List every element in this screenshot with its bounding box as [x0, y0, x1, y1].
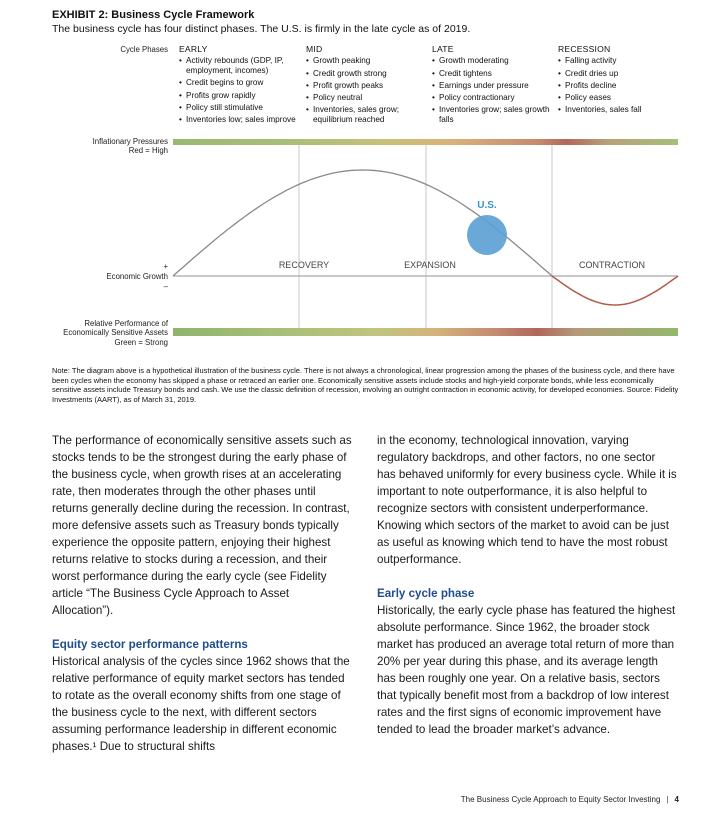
- phase-bullet: • Growth moderating: [432, 56, 554, 66]
- phase-bullet: • Earnings under pressure: [432, 81, 554, 91]
- section-heading: Early cycle phase: [377, 587, 475, 600]
- region-expansion: EXPANSION: [404, 260, 456, 270]
- phase-recession: RECESSION • Falling activity • Credit dries up • Profits decline • Policy eases • Inventories, sales fall: [558, 44, 680, 117]
- phase-late: LATE • Growth moderating • Credit tightens • Earnings under pressure • Policy contractionary • Inventories grow; sales growth falls: [432, 44, 554, 127]
- phase-mid: MID • Growth peaking • Credit growth strong • Profit growth peaks • Policy neutral • Inventories, sales grow; equilibrium reached: [306, 44, 426, 127]
- paragraph: Historical analysis of the cycles since 1962 shows that the relative performance of equity market sectors has tended to rotate as the overall economy shifts from one stage of the business cycle to the next, with different sectors assuming performance leadership in different economic phases.¹ Due to structural shifts: [52, 655, 350, 753]
- inflationary-pressure-bar: [173, 139, 678, 145]
- phase-bullet: • Inventories, sales grow; equilibrium reached: [306, 105, 426, 125]
- phase-early: EARLY • Activity rebounds (GDP, IP, employment, incomes) • Credit begins to grow • Profits grow rapidly • Policy still stimulative • Inventories low; sales improve: [179, 44, 303, 127]
- page-footer: [461, 795, 679, 804]
- phase-bullet: • Policy still stimulative: [179, 103, 303, 113]
- inflation-label: Inflationary Pressures Red = High: [92, 137, 168, 156]
- growth-plus: +: [163, 262, 168, 271]
- diagram-note: Note: The diagram above is a hypothetical illustration of the business cycle. There is not always a chronological, linear progression among the phases of the business cycle, and there have been cycles when the economy has skipped a phase or retraced an earlier one. Economically sensitive assets include stocks and high-yield corporate bonds, while less economically sensitive assets include Treasury bonds and cash. We use the classic definition of recession, involving an outright contraction in economic activity, for developed economies. Source: Fidelity Investments (AART), as of March 31, 2019.: [52, 366, 679, 404]
- relative-performance-bar: [173, 328, 678, 336]
- phase-bullet: • Activity rebounds (GDP, IP, employment, incomes): [179, 56, 303, 76]
- paragraph: Historically, the early cycle phase has featured the highest absolute performance. Since 1962, the broader stock market has produced an average total return of more than 20% per year during this phase, and its average length has been roughly one year. On a relative basis, sectors that typically benefit most from a backdrop of low interest rates and the first signs of economic improvement have tended to lead the broader market’s advance.: [377, 604, 676, 736]
- section-heading: Equity sector performance patterns: [52, 638, 248, 651]
- left-column: [52, 432, 352, 772]
- right-column: [377, 432, 677, 755]
- phase-bullet: • Policy eases: [558, 93, 680, 103]
- paragraph: in the economy, technological innovation, varying regulatory backdrops, and other factors, no one sector has behaved uniformly for every business cycle. While it is important to note outperformance, it is also helpful to recognize sectors with consistent underperformance. Knowing which sectors of the market to avoid can be just as useful as knowing which tend to have the most robust outperformance.: [377, 434, 677, 566]
- growth-minus: –: [163, 282, 168, 291]
- exhibit-title: EXHIBIT 2: Business Cycle Framework: [52, 9, 255, 21]
- phase-bullet: • Credit growth strong: [306, 69, 426, 79]
- phase-bullet: • Policy contractionary: [432, 93, 554, 103]
- page-number: 4: [674, 795, 679, 804]
- cycle-phases-label: Cycle Phases: [120, 45, 168, 54]
- phase-bullet: • Policy neutral: [306, 93, 426, 103]
- business-cycle-diagram: [0, 0, 719, 360]
- us-position-marker: [467, 215, 507, 255]
- exhibit-subtitle: The business cycle has four distinct phases. The U.S. is firmly in the late cycle as of 2019.: [52, 23, 471, 35]
- region-recovery: RECOVERY: [278, 260, 330, 270]
- phase-bullet: • Profits decline: [558, 81, 680, 91]
- phase-bullet: • Growth peaking: [306, 56, 426, 66]
- growth-curve-negative: [552, 276, 678, 305]
- us-marker-label: U.S.: [477, 200, 497, 211]
- region-contraction: CONTRACTION: [579, 260, 645, 270]
- footer-separator: |: [666, 795, 669, 804]
- relative-performance-label: Relative Performance of Economically Sensitive Assets Green = Strong: [63, 319, 168, 347]
- phase-bullet: • Credit dries up: [558, 69, 680, 79]
- paragraph: The performance of economically sensitive assets such as stocks tends to be the strongest during the early phase of the business cycle, when growth rises at an accelerating rate, then moderates through the other phases until returns generally decline during the recession. In contrast, more defensive assets such as Treasury bonds typically experience the opposite pattern, enjoying their highest returns relative to stocks during a recession, and their worst performance during the early cycle (see Fidelity article “The Business Cycle Approach to Asset Allocation”).: [52, 434, 352, 617]
- economic-growth-label: Economic Growth: [106, 272, 168, 281]
- phase-bullet: • Credit begins to grow: [179, 78, 303, 88]
- footer-title: The Business Cycle Approach to Equity Sector Investing: [460, 795, 661, 804]
- phase-bullet: • Falling activity: [558, 56, 680, 66]
- phase-bullet: • Inventories low; sales improve: [179, 115, 303, 125]
- phase-bullet: • Inventories, sales fall: [558, 105, 680, 115]
- phase-bullet: • Inventories grow; sales growth falls: [432, 105, 554, 125]
- phase-bullet: • Credit tightens: [432, 69, 554, 79]
- phase-bullet: • Profit growth peaks: [306, 81, 426, 91]
- phase-bullet: • Profits grow rapidly: [179, 91, 303, 101]
